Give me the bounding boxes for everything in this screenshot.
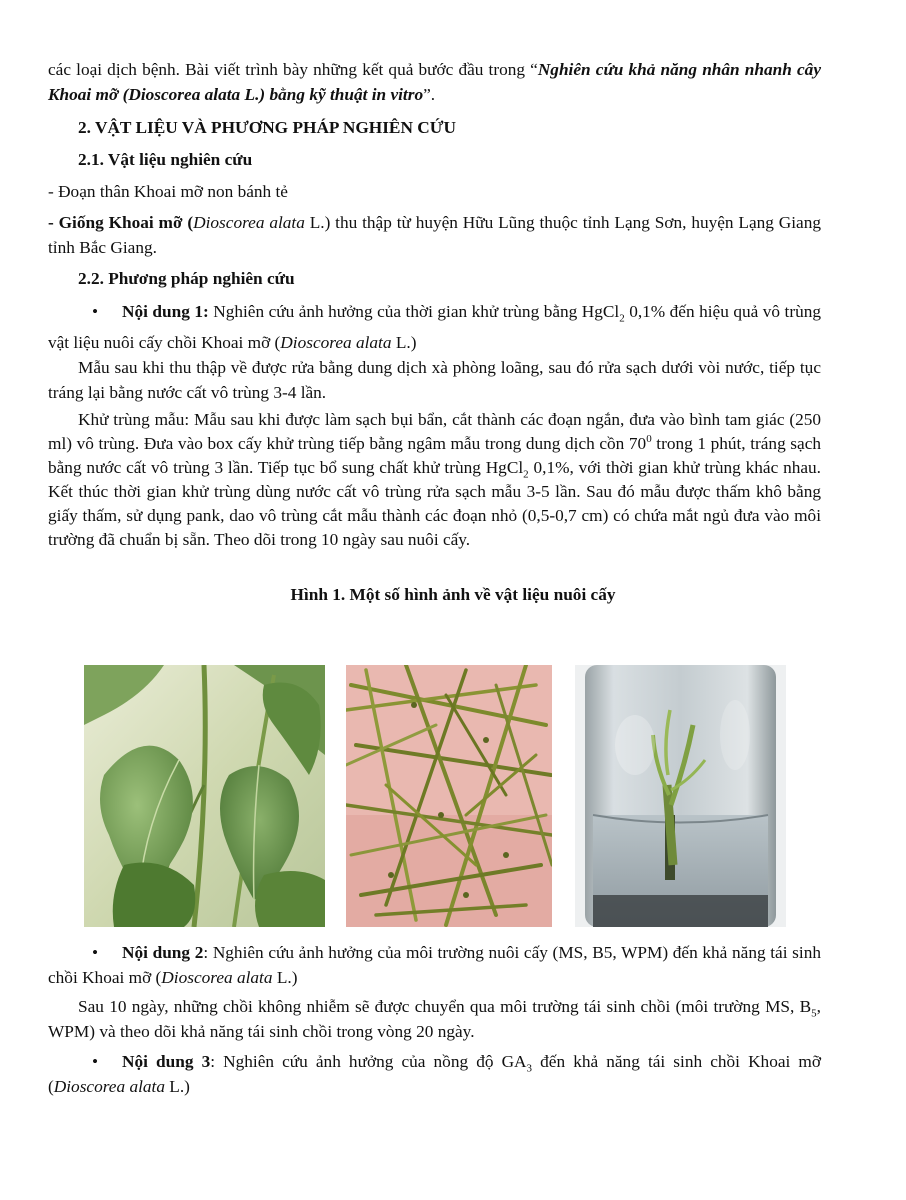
content-1-item <box>48 300 821 355</box>
figure-caption: Hình 1. Một số hình ảnh về vật liệu nuôi cấy <box>290 585 616 604</box>
species-name: Dioscorea alata <box>193 213 305 232</box>
content-1-text: L.) <box>391 332 417 352</box>
species-name: Dioscorea alata <box>161 967 273 987</box>
wash-paragraph: Mẫu sau khi thu thập về được rửa bằng dung dịch xà phòng loãng, sau đó rửa sạch dưới vòi nước, tiếp tục tráng lại bằng nước cất vô trùng 3-4 lần. <box>48 358 821 402</box>
subscript: 3 <box>526 1062 533 1075</box>
content-2-label: Nội dung 2 <box>122 943 204 962</box>
content-3-text: : Nghiên cứu ảnh hưởng của nồng độ GA <box>210 1052 527 1071</box>
species-name: Dioscorea alata <box>280 332 392 352</box>
species-name: Dioscorea alata <box>128 84 241 104</box>
content-2-text: : Nghiên cứu ảnh hưởng của môi trường nuôi cấy (MS, B5, WPM) đến khả năng tái sinh chồi Khoai mỡ ( <box>48 943 821 987</box>
content-1-label: Nội dung 1: <box>122 302 209 321</box>
study-title-end: L.) bằng kỹ thuật in vitro <box>240 84 424 104</box>
content-3-item <box>48 1050 821 1099</box>
transfer-paragraph <box>48 995 821 1044</box>
intro-closing: ”. <box>423 84 436 104</box>
subscript: 2 <box>523 468 529 481</box>
section-2-2-heading: 2.2. Phương pháp nghiên cứu <box>78 269 295 288</box>
cuttings-photo <box>346 665 552 927</box>
bullet-icon: • <box>92 1052 99 1071</box>
content-1-text: 0,1% đến hiệu quả vô trùng vật liệu nuôi cấy chồi Khoai mỡ ( <box>48 302 821 352</box>
in-vitro-shoot-photo <box>575 665 786 927</box>
transfer-text: , WPM) và theo dõi khả năng tái sinh chồi trong vòng 20 ngày. <box>48 997 821 1041</box>
content-2-item <box>48 941 821 990</box>
bullet-icon: • <box>92 943 99 962</box>
leaves-photo <box>84 665 325 927</box>
content-1-text: Nghiên cứu ảnh hưởng của thời gian khử trùng bằng HgCl <box>208 302 620 321</box>
section-2-1-heading: 2.1. Vật liệu nghiên cứu <box>78 150 253 169</box>
content-3-label: Nội dung 3 <box>122 1052 211 1071</box>
figure-1-images <box>84 665 786 927</box>
content-3-text: L.) <box>164 1076 190 1096</box>
intro-paragraph <box>48 58 821 107</box>
bullet-icon: • <box>92 302 99 321</box>
material-item-2-text: L.) thu thập từ huyện Hữu Lũng thuộc tỉnh Lạng Sơn, huyện Lạng Giang tỉnh Bắc Giang. <box>48 213 821 257</box>
species-name: Dioscorea alata <box>53 1076 165 1096</box>
study-title-part: Nghiên cứu khả năng nhân nhanh cây Khoai mỡ ( <box>48 60 821 104</box>
intro-text: các loại dịch bệnh. Bài viết trình bày những kết quả bước đầu trong “ <box>48 60 538 79</box>
sterilization-text: trong 1 phút, tráng sạch bằng nước cất vô trùng 3 lần. Tiếp tục bổ sung chất khử trùng HgCl <box>48 433 822 477</box>
subscript: 5 <box>811 1007 817 1020</box>
section-2-heading: 2. VẬT LIỆU VÀ PHƯƠNG PHÁP NGHIÊN CỨU <box>78 118 456 137</box>
material-item-1: - Đoạn thân Khoai mỡ non bánh tẻ <box>48 182 288 201</box>
content-2-text: L.) <box>272 967 298 987</box>
material-item-2-prefix: - Giống Khoai mỡ ( <box>48 213 194 232</box>
transfer-text: Sau 10 ngày, những chồi không nhiễm sẽ được chuyển qua môi trường tái sinh chồi (môi trường MS, B <box>78 997 812 1016</box>
sterilization-paragraph <box>48 408 821 551</box>
content-3-text: đến khả năng tái sinh chồi Khoai mỡ ( <box>48 1052 821 1096</box>
sterilization-text: Khử trùng mẫu: Mẫu sau khi được làm sạch bụi bẩn, cắt thành các đoạn ngắn, đưa vào bình tam giác (250 ml) vô trùng. Đưa vào box cấy khử trùng tiếp bằng ngâm mẫu trong dung dịch cồn 70 <box>48 410 821 453</box>
sterilization-text: 0,1%, với thời gian khử trùng khác nhau. Kết thúc thời gian khử trùng dùng nước cất vô trùng rửa sạch mẫu 3-5 lần. Sau đó mẫu được thấm khô bằng giấy thấm, sử dụng pank, dao vô trùng cắt mẫu thành các đoạn nhỏ (0,5-0,7 cm) có chứa mắt ngủ đưa vào môi trường đã chuẩn bị sẵn. Theo dõi trong 10 ngày sau nuôi cấy. <box>48 457 821 549</box>
material-item-2 <box>48 211 821 260</box>
superscript: 0 <box>646 433 652 446</box>
subscript: 2 <box>619 312 625 325</box>
